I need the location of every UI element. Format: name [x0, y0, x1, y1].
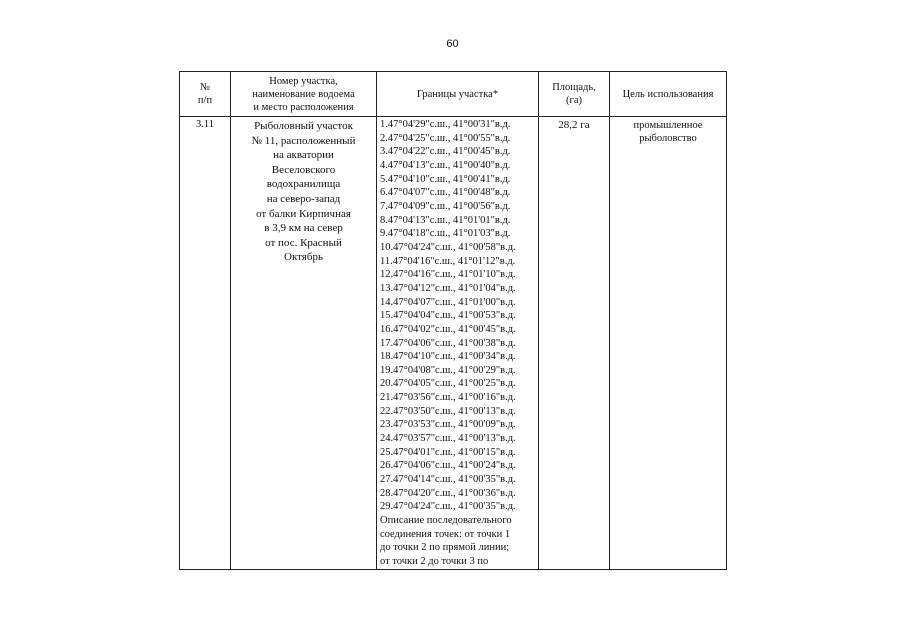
- coordinate-point: 16.47°04'02"с.ш., 41°00'45"в.д.: [380, 323, 516, 335]
- site-line: от пос. Красный: [265, 236, 342, 249]
- site-line: Рыболовный участок: [254, 120, 353, 132]
- header-usage: Цель использования: [610, 72, 727, 117]
- usage-line: рыболовство: [639, 133, 697, 144]
- coordinate-point: 28.47°04'20"с.ш., 41°00'36"в.д.: [380, 487, 516, 499]
- header-area-line: (га): [566, 95, 582, 106]
- coordinate-point: 20.47°04'05"с.ш., 41°00'25"в.д.: [380, 378, 516, 390]
- fishing-sites-table: [179, 71, 727, 570]
- site-line: Веселовского: [271, 163, 336, 176]
- page-number: 60: [446, 38, 459, 50]
- coordinate-point: 15.47°04'04"с.ш., 41°00'53"в.д.: [380, 310, 516, 322]
- connection-description-line: Описание последовательного: [380, 515, 512, 527]
- coordinate-point: 19.47°04'08"с.ш., 41°00'29"в.д.: [380, 364, 516, 376]
- header-area: [539, 72, 610, 117]
- site-area: 28,2 га: [539, 117, 610, 570]
- coordinate-point: 17.47°04'06"с.ш., 41°00'38"в.д.: [380, 337, 516, 349]
- coordinate-point: 14.47°04'07"с.ш., 41°01'00"в.д.: [380, 296, 516, 308]
- coordinate-point: 22.47°03'50"с.ш., 41°00'13"в.д.: [380, 405, 516, 417]
- coordinate-point: 11.47°04'16"с.ш., 41°01'12"в.д.: [380, 255, 516, 267]
- coordinate-point: 29.47°04'24"с.ш., 41°00'35"в.д.: [380, 501, 516, 513]
- coordinate-point: 8.47°04'13"с.ш., 41°01'01"в.д.: [380, 214, 511, 226]
- boundary-coordinates: [377, 117, 539, 570]
- coordinate-point: 5.47°04'10"с.ш., 41°00'41"в.д.: [380, 173, 511, 185]
- connection-description-line: до точки 2 по прямой линии;: [380, 542, 510, 554]
- coordinate-point: 3.47°04'22"с.ш., 41°00'45"в.д.: [380, 146, 511, 158]
- header-bounds: Границы участка*: [377, 72, 539, 117]
- site-line: на акватории: [273, 149, 334, 162]
- coordinate-point: 21.47°03'56"с.ш., 41°00'16"в.д.: [380, 392, 516, 404]
- coordinate-point: 2.47°04'25"с.ш., 41°00'55"в.д.: [380, 132, 511, 144]
- site-line: № 11, расположенный: [251, 134, 356, 147]
- coordinate-point: 24.47°03'57"с.ш., 41°00'13"в.д.: [380, 433, 516, 445]
- header-num-line: №: [199, 82, 211, 93]
- header-site: [231, 72, 377, 117]
- header-num-line: п/п: [197, 95, 213, 106]
- header-num: [180, 72, 231, 117]
- header-site-line: и место расположения: [253, 101, 354, 113]
- coordinate-point: 10.47°04'24"с.ш., 41°00'58"в.д.: [380, 241, 516, 253]
- coordinate-point: 1.47°04'29"с.ш., 41°00'31"в.д.: [380, 119, 511, 130]
- site-description: [231, 117, 377, 570]
- coordinate-point: 9.47°04'18"с.ш., 41°01'03"в.д.: [380, 228, 511, 240]
- coordinate-point: 23.47°03'53"с.ш., 41°00'09"в.д.: [380, 419, 516, 431]
- site-line: на северо-запад: [266, 192, 341, 205]
- coordinate-point: 4.47°04'13"с.ш., 41°00'40"в.д.: [380, 159, 511, 171]
- row-number: 3.11: [180, 117, 231, 570]
- coordinate-point: 27.47°04'14"с.ш., 41°00'35"в.д.: [380, 474, 516, 486]
- usage-line: промышленное: [633, 120, 703, 131]
- usage-purpose: [610, 117, 727, 570]
- coordinate-point: 13.47°04'12"с.ш., 41°01'04"в.д.: [380, 282, 516, 294]
- coordinate-point: 12.47°04'16"с.ш., 41°01'10"в.д.: [380, 269, 516, 281]
- coordinate-point: 25.47°04'01"с.ш., 41°00'15"в.д.: [380, 446, 516, 458]
- site-line: от балки Кирпичная: [256, 207, 351, 220]
- connection-description-line: от точки 2 до точки 3 по: [380, 556, 489, 567]
- coordinate-point: 26.47°04'06"с.ш., 41°00'24"в.д.: [380, 460, 516, 472]
- table-header-row: [180, 72, 727, 117]
- site-line: Октябрь: [284, 251, 323, 264]
- site-line: водохранилища: [266, 178, 341, 191]
- header-area-line: Площадь,: [552, 82, 596, 93]
- connection-description-line: соединения точек: от точки 1: [380, 528, 511, 540]
- coordinate-point: 7.47°04'09"с.ш., 41°00'56"в.д.: [380, 200, 511, 212]
- header-site-line: наименование водоема: [252, 88, 355, 100]
- coordinate-point: 6.47°04'07"с.ш., 41°00'48"в.д.: [380, 187, 511, 199]
- coordinate-point: 18.47°04'10"с.ш., 41°00'34"в.д.: [380, 351, 516, 363]
- site-line: в 3,9 км на север: [264, 222, 343, 235]
- table-row: [180, 117, 727, 570]
- header-site-line: Номер участка,: [269, 75, 338, 87]
